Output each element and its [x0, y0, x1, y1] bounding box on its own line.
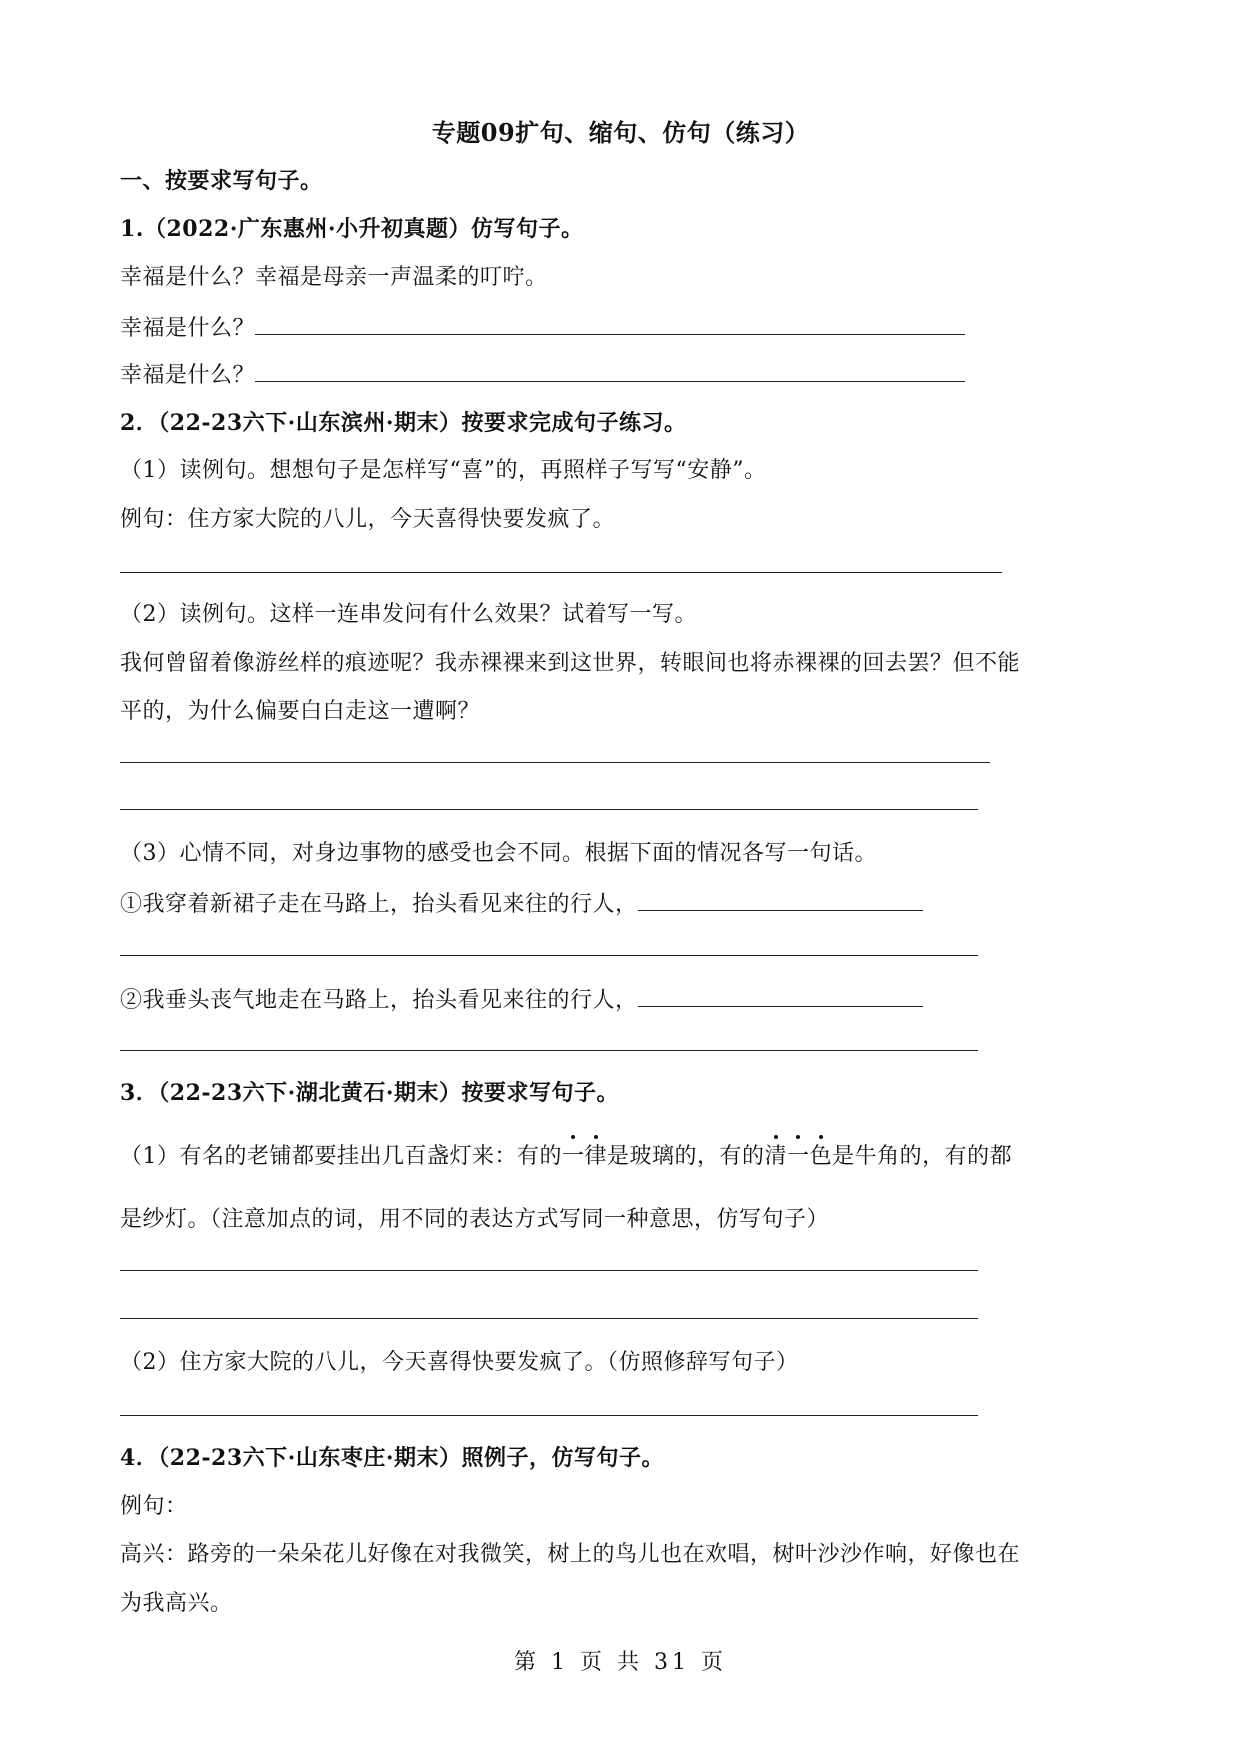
- q4-example-label: 例句：: [120, 1494, 188, 1519]
- q1-prompt-1-label: 幸福是什么？: [120, 316, 256, 341]
- q2-sub3-a-answer-line[interactable]: [120, 955, 978, 956]
- q1-answer-blank-1[interactable]: [255, 312, 965, 335]
- q2-sub3-a-blank[interactable]: [638, 888, 923, 911]
- q3-sub1-line-1: [120, 1142, 1012, 1172]
- q4-heading: 4．（22-23六下·山东枣庄·期末）照例子，仿写句子。: [120, 1445, 664, 1471]
- q2-sub3-a: [120, 888, 923, 920]
- section-heading: 一、按要求写句子。: [120, 168, 323, 194]
- q2-sub2-text-2: 平的，为什么偏要白白走这一遭啊？: [120, 699, 481, 724]
- dotted-char: 律: [585, 1142, 608, 1172]
- dotted-char: 色: [810, 1142, 833, 1172]
- q3-sub2: （2）住方家大院的八儿，今天喜得快要发疯了。（仿照修辞写句子）: [120, 1350, 799, 1375]
- q2-sub2: （2）读例句。这样一连串发问有什么效果？试着写一写。: [120, 602, 697, 627]
- q3-sub1-part-b: 是玻璃的，有的: [607, 1144, 765, 1169]
- q2-sub2-answer-line-1[interactable]: [120, 762, 990, 763]
- q3-sub1-answer-line-1[interactable]: [120, 1270, 978, 1271]
- q3-sub1-answer-line-2[interactable]: [120, 1318, 978, 1319]
- q2-sub3-b-label: ②我垂头丧气地走在马路上，抬头看见来往的行人，: [120, 988, 638, 1013]
- q3-sub1-line-2: 是纱灯。（注意加点的词，用不同的表达方式写同一种意思，仿写句子）: [120, 1207, 830, 1232]
- q2-sub1-example: 例句：住方家大院的八儿，今天喜得快要发疯了。: [120, 507, 616, 532]
- page-title: 专题09扩句、缩句、仿句（练习）: [431, 118, 810, 147]
- q1-heading: 1.（2022·广东惠州·小升初真题）仿写句子。: [120, 216, 584, 242]
- q2-sub3-b: [120, 984, 923, 1016]
- q2-sub3-b-answer-line[interactable]: [120, 1050, 978, 1051]
- q2-sub3-b-blank[interactable]: [638, 984, 923, 1007]
- q2-heading: 2．（22-23六下·山东滨州·期末）按要求完成句子练习。: [120, 410, 687, 436]
- q4-example-line-1: 高兴：路旁的一朵朵花儿好像在对我微笑，树上的鸟儿也在欢唱，树叶沙沙作响，好像也在: [120, 1542, 1021, 1567]
- q4-example-line-2: 为我高兴。: [120, 1591, 233, 1616]
- q2-sub3-a-label: ①我穿着新裙子走在马路上，抬头看见来往的行人，: [120, 892, 638, 917]
- q3-heading: 3．（22-23六下·湖北黄石·期末）按要求写句子。: [120, 1080, 619, 1106]
- q1-prompt-2-label: 幸福是什么？: [120, 363, 256, 388]
- page-footer: 第 1 页 共 31 页: [514, 1650, 727, 1675]
- dotted-char: 清: [765, 1142, 788, 1172]
- q3-sub1-part-c: 是牛角的，有的都: [832, 1144, 1013, 1169]
- q2-sub2-answer-line-2[interactable]: [120, 809, 978, 810]
- dotted-char: 一: [787, 1142, 810, 1172]
- q1-example: 幸福是什么？幸福是母亲一声温柔的叮咛。: [120, 265, 548, 290]
- dotted-char: 一: [562, 1142, 585, 1172]
- q2-sub3: （3）心情不同，对身边事物的感受也会不同。根据下面的情况各写一句话。: [120, 841, 877, 866]
- q3-sub1-part-a: （1）有名的老铺都要挂出几百盏灯来：有的: [120, 1144, 562, 1169]
- q1-prompt-2: [120, 359, 965, 391]
- q2-sub1-answer-line[interactable]: [120, 572, 1002, 573]
- q2-sub2-text-1: 我何曾留着像游丝样的痕迹呢？我赤裸裸来到这世界，转眼间也将赤裸裸的回去罢？但不能: [120, 651, 1021, 676]
- q1-prompt-1: [120, 312, 965, 344]
- q2-sub1: （1）读例句。想想句子是怎样写“喜”的，再照样子写写“安静”。: [120, 458, 767, 483]
- q1-answer-blank-2[interactable]: [255, 359, 965, 382]
- q3-sub2-answer-line[interactable]: [120, 1415, 978, 1416]
